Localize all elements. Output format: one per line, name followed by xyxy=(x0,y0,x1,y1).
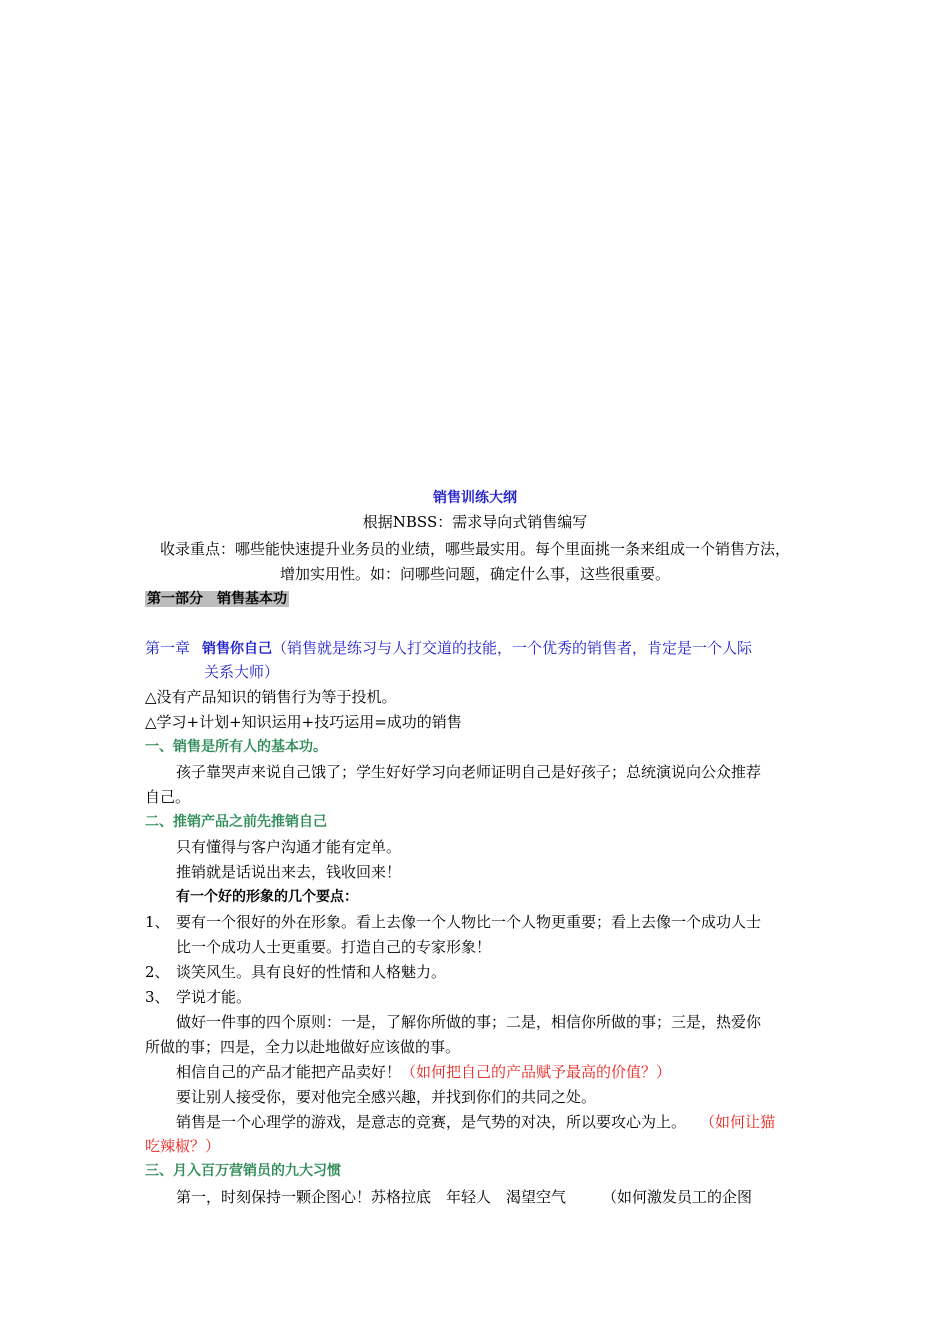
first-habit-text: 第一，时刻保持一颗企图心！苏格拉底 年轻人 渴望空气 xyxy=(176,1188,567,1206)
focus-line-2: 增加实用性。如：问哪些问题，确定什么事，这些很重要。 xyxy=(279,565,670,583)
section-2-para-1: 只有懂得与客户沟通才能有定单。 xyxy=(176,838,402,856)
chapter-heading xyxy=(145,636,752,661)
chapter-note-2: 关系大师） xyxy=(204,663,280,681)
section-1-title: 一、销售是所有人的基本功。 xyxy=(145,739,327,755)
game-text: 销售是一个心理学的游戏，是意志的竞赛，是气势的对决，所以要攻心为上。 xyxy=(176,1113,687,1131)
game-paragraph xyxy=(176,1110,775,1134)
game-note-2: 吃辣椒？） xyxy=(145,1137,221,1155)
doc-subtitle: 根据NBSS：需求导向式销售编写 xyxy=(362,513,588,531)
section-1-para-1: 孩子靠哭声来说自己饿了；学生好好学习向老师证明自己是好孩子；总统演说向公众推荐 xyxy=(176,763,762,781)
principles-line-1: 做好一件事的四个原则：一是，了解你所做的事；二是，相信你所做的事；三是，热爱你 xyxy=(176,1013,762,1031)
triangle-point-1: △没有产品知识的销售行为等于投机。 xyxy=(145,688,397,706)
chapter-label: 第一章 xyxy=(145,639,191,657)
chapter-title: 销售你自己 xyxy=(202,641,273,657)
principles-line-2: 所做的事；四是，全力以赴地做好应该做的事。 xyxy=(145,1038,461,1056)
list-number-3: 3、 xyxy=(145,988,170,1006)
triangle-point-2: △学习+计划+知识运用+技巧运用=成功的销售 xyxy=(145,713,462,731)
first-habit-line xyxy=(176,1185,752,1209)
part-heading xyxy=(145,586,289,611)
section-2-bold-heading: 有一个好的形象的几个要点： xyxy=(176,889,358,905)
believe-paragraph xyxy=(176,1060,671,1084)
section-2-para-2: 推销就是话说出来去，钱收回来！ xyxy=(176,863,402,881)
section-1-para-2: 自己。 xyxy=(145,788,191,806)
accept-paragraph: 要让别人接受你，要对他完全感兴趣，并找到你们的共同之处。 xyxy=(176,1088,597,1106)
game-note-1: （如何让猫 xyxy=(700,1113,776,1131)
section-3-title: 三、月入百万营销员的九大习惯 xyxy=(145,1163,341,1179)
believe-note: （如何把自己的产品赋予最高的价值？） xyxy=(401,1063,672,1081)
focus-line-1: 收录重点：哪些能快速提升业务员的业绩，哪些最实用。每个里面挑一条来组成一个销售方法， xyxy=(159,540,790,558)
list-item-3: 学说才能。 xyxy=(176,988,252,1006)
list-item-1-line-2: 比一个成功人士更重要。打造自己的专家形象！ xyxy=(176,938,492,956)
doc-title: 销售训练大纲 xyxy=(433,490,517,506)
list-number-2: 2、 xyxy=(145,963,170,981)
list-item-1-line-1: 要有一个很好的外在形象。看上去像一个人物比一个人物更重要；看上去像一个成功人士 xyxy=(176,913,762,931)
chapter-note-1: （销售就是练习与人打交道的技能，一个优秀的销售者，肯定是一个人际 xyxy=(272,639,753,657)
list-number-1: 1、 xyxy=(145,913,170,931)
section-2-title: 二、推销产品之前先推销自己 xyxy=(145,814,327,830)
part-heading-text: 第一部分 销售基本功 xyxy=(147,591,287,607)
believe-text: 相信自己的产品才能把产品卖好！ xyxy=(176,1063,402,1081)
list-item-2: 谈笑风生。具有良好的性情和人格魅力。 xyxy=(176,963,447,981)
first-habit-note: （如何激发员工的企图 xyxy=(602,1188,753,1206)
